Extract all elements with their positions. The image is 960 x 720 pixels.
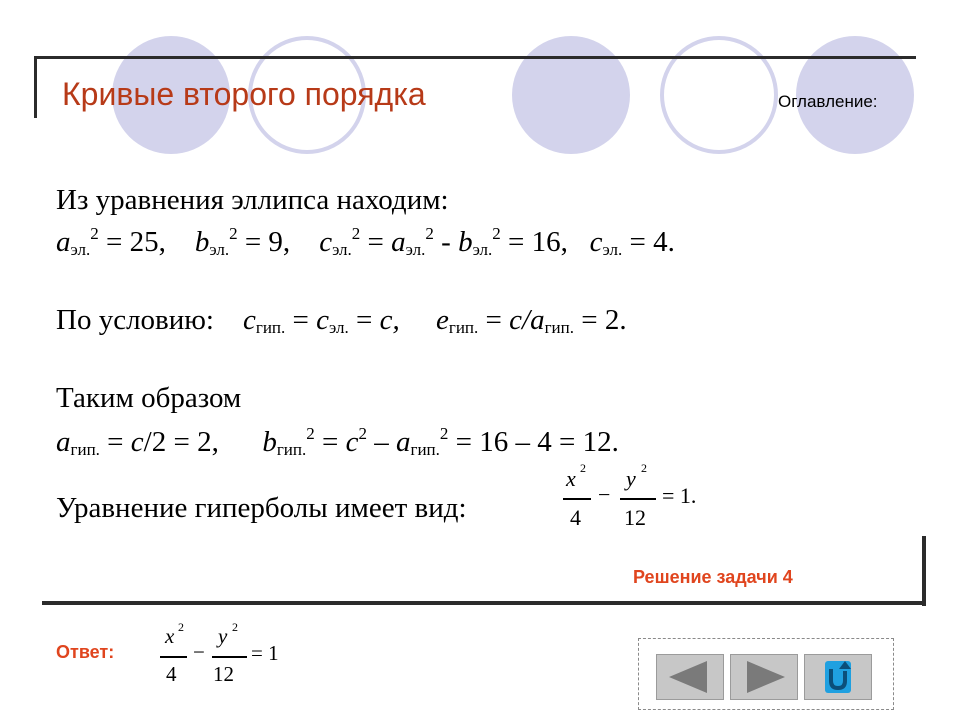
- toc-link[interactable]: Оглавление:: [778, 92, 878, 111]
- ans-x: x: [165, 624, 175, 648]
- ans-y: y: [218, 624, 228, 648]
- text-line-4: Таким образом: [56, 382, 242, 414]
- prev-button[interactable]: [656, 654, 724, 700]
- eq-y-exp: 2: [641, 461, 647, 475]
- ans-den-2: 12: [213, 662, 234, 686]
- eq-den-1: 4: [570, 505, 581, 530]
- text-line-6: Уравнение гиперболы имеет вид:: [56, 492, 467, 524]
- eq-y: y: [626, 466, 636, 491]
- ans-x-exp: 2: [178, 620, 184, 634]
- eq-x: x: [566, 466, 576, 491]
- ans-minus: −: [193, 640, 205, 664]
- right-rule: [922, 536, 926, 606]
- text-line-5: $a_{гип.} = c/2 = 2$, $b_{гип.}^2 = c^2 - a_{гип.}^2 = 16 - 4 = 12$.: [56, 424, 619, 459]
- answer-label: Ответ:: [56, 642, 115, 662]
- return-button[interactable]: [804, 654, 872, 700]
- deco-circle-3: [512, 36, 630, 154]
- eq-x-exp: 2: [580, 461, 586, 475]
- solution-link[interactable]: Решение задачи 4: [633, 567, 793, 587]
- next-button[interactable]: [730, 654, 798, 700]
- deco-circle-4: [660, 36, 778, 154]
- text-line-2: $a_{эл.}^2 = 25$, $b_{эл.}^2 = 9$, $c_{эл.}^2 = a_{эл.}^2 - b_{эл.}^2 = 16$, $c_{эл.} = 4$.: [56, 224, 675, 259]
- return-arrow-icon: [805, 655, 871, 699]
- ans-y-exp: 2: [232, 620, 238, 634]
- text-line-1: Из уравнения эллипса находим:: [56, 184, 449, 216]
- eq-frac-bar-1: [563, 498, 591, 500]
- ans-frac-bar-1: [160, 656, 187, 658]
- eq-den-2: 12: [624, 505, 646, 530]
- left-rule: [34, 56, 37, 118]
- ans-frac-bar-2: [212, 656, 247, 658]
- ans-den-1: 4: [166, 662, 177, 686]
- page-title: Кривые второго порядка: [62, 76, 426, 112]
- eq-frac-bar-2: [620, 498, 656, 500]
- text-line-3: По условию: $c_{гип.} = c_{эл.} = c$, $e_{гип.} = c/a_{гип.} = 2$.: [56, 304, 627, 337]
- top-rule: [34, 56, 916, 59]
- eq-rhs: = 1.: [662, 483, 697, 508]
- ans-rhs: = 1: [251, 641, 279, 665]
- bottom-rule: [42, 601, 926, 605]
- next-arrow-icon: [731, 655, 797, 699]
- prev-arrow-icon: [657, 655, 723, 699]
- eq-minus: −: [598, 482, 611, 507]
